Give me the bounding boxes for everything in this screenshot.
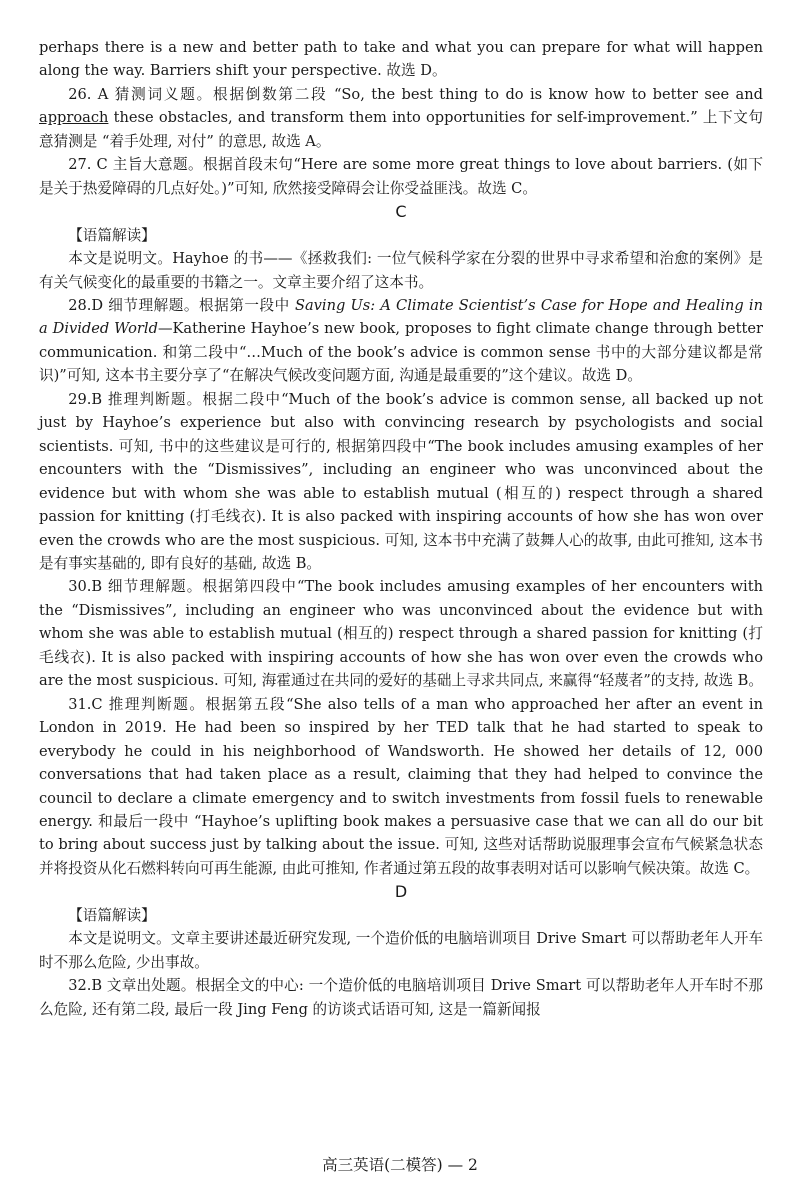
page-footer: 高三英语(二模答) — 2 (322, 1156, 478, 1174)
answer-key-page (39, 36, 763, 1021)
answer-26-text-rest: these obstacles, and transform them into opportunities for self-improvement.” 上下文句意猜测是 “着手处理, 对付” 的意思, 故选 A。 (39, 109, 763, 150)
section-d-reading-title: 【语篇解读】 (68, 906, 156, 924)
answer-31: 31.C 推理判断题。根据第五段“She also tells of a man who approached her after an event in London in 2019. He had been so inspired by her TED talk that he had started to speak to everybody he could in his neighborhood of Wandsworth. He showed her details of 12, 000 conversations that had taken place as a result, claiming that they had helped to convince the council to declare a climate emergency and to switch investments from fossil fuels to renewable energy. 和最后一段中 “Hayhoe’s uplifting book makes a persuasive case that we can all do our bit to bring about success just by talking about the issue. 可知, 这些对话帮助说服理事会宣布气候紧急状态并将投资从化石燃料转向可再生能源, 由此可推知, 作者通过第五段的故事表明对话可以影响气候决策。故选 C。 (39, 695, 763, 877)
section-d-heading: D (394, 882, 408, 902)
answer-30: 30.B 细节理解题。根据第四段中“The book includes amusing examples of her encounters with the “Dismissives”, including an engineer who was unconvinced about the evidence but with whom she was able to establish mutual (相互的) respect through a shared passion for knitting (打毛线衣). It is also packed with inspiring accounts of how she has won over even the crowds who are the most suspicious. 可知, 海霍通过在共同的爱好的基础上寻求共同点, 来赢得“轻蔑者”的支持, 故选 B。 (39, 578, 764, 690)
section-c-heading: C (395, 202, 407, 222)
section-c-reading-title: 【语篇解读】 (68, 226, 156, 244)
answer-26-keyword: approach (39, 109, 109, 127)
answer-26-text: 26. A 猜测词义题。根据倒数第二段 “So, the best thing to do is know how to better see and (68, 85, 763, 103)
continuation-paragraph: perhaps there is a new and better path to take and what you can prepare for what will happen along the way. Barriers shift your perspective. 故选 D。 (39, 39, 763, 80)
answer-28 (39, 294, 763, 388)
book-title: Saving Us: A Climate Scientist’s Case for Hope and Healing in a Divided World (39, 296, 763, 338)
answer-29: 29.B 推理判断题。根据二段中“Much of the book’s advice is common sense, all backed up not just by Hayhoe’s experience but also with convincing research by psychologists and social scientists. 可知, 书中的这些建议是可行的, 根据第四段中“The book includes amusing examples of her encounters with the “Dismissives”, including an engineer who was unconvinced about the evidence but with whom she was able to establish mutual (相互的) respect through a shared passion for knitting (打毛线衣). It is also packed with inspiring accounts of how she has won over even the crowds who are the most suspicious. 可知, 这本书中充满了鼓舞人心的故事, 由此可推知, 这本书是有事实基础的, 即有良好的基础, 故选 B。 (39, 390, 763, 572)
answer-32: 32.B 文章出处题。根据全文的中心: 一个造价低的电脑培训项目 Drive Smart 可以帮助老年人开车时不那么危险, 还有第二段, 最后一段 Jing Feng 的访谈式话语可知, 这是一篇新闻报 (39, 977, 763, 1018)
answer-28-text-rest: —Katherine Hayhoe’s new book, proposes to fight climate change through better communication. 和第二段中“…Much of the book’s advice is common sense 书中的大部分建议都是常识)”可知, 这本书主要分享了“在解决气候改变问题方面, 沟通是最重要的”这个建议。故选 D。 (39, 320, 763, 385)
section-d-intro: 本文是说明文。文章主要讲述最近研究发现, 一个造价低的电脑培训项目 Drive Smart 可以帮助老年人开车时不那么危险, 少出事故。 (39, 930, 763, 971)
answer-26 (39, 83, 763, 153)
answer-27: 27. C 主旨大意题。根据首段末句“Here are some more great things to love about barriers. (如下是关于热爱障碍的几点好处。)”可知, 欣然接受障碍会让你受益匪浅。故选 C。 (39, 156, 763, 197)
answer-28-text: 28.D 细节理解题。根据第一段中 (68, 296, 295, 314)
section-c-intro: 本文是说明文。Hayhoe 的书——《拯救我们: 一位气候科学家在分裂的世界中寻求希望和治愈的案例》是有关气候变化的最重要的书籍之一。文章主要介绍了这本书。 (39, 250, 763, 291)
